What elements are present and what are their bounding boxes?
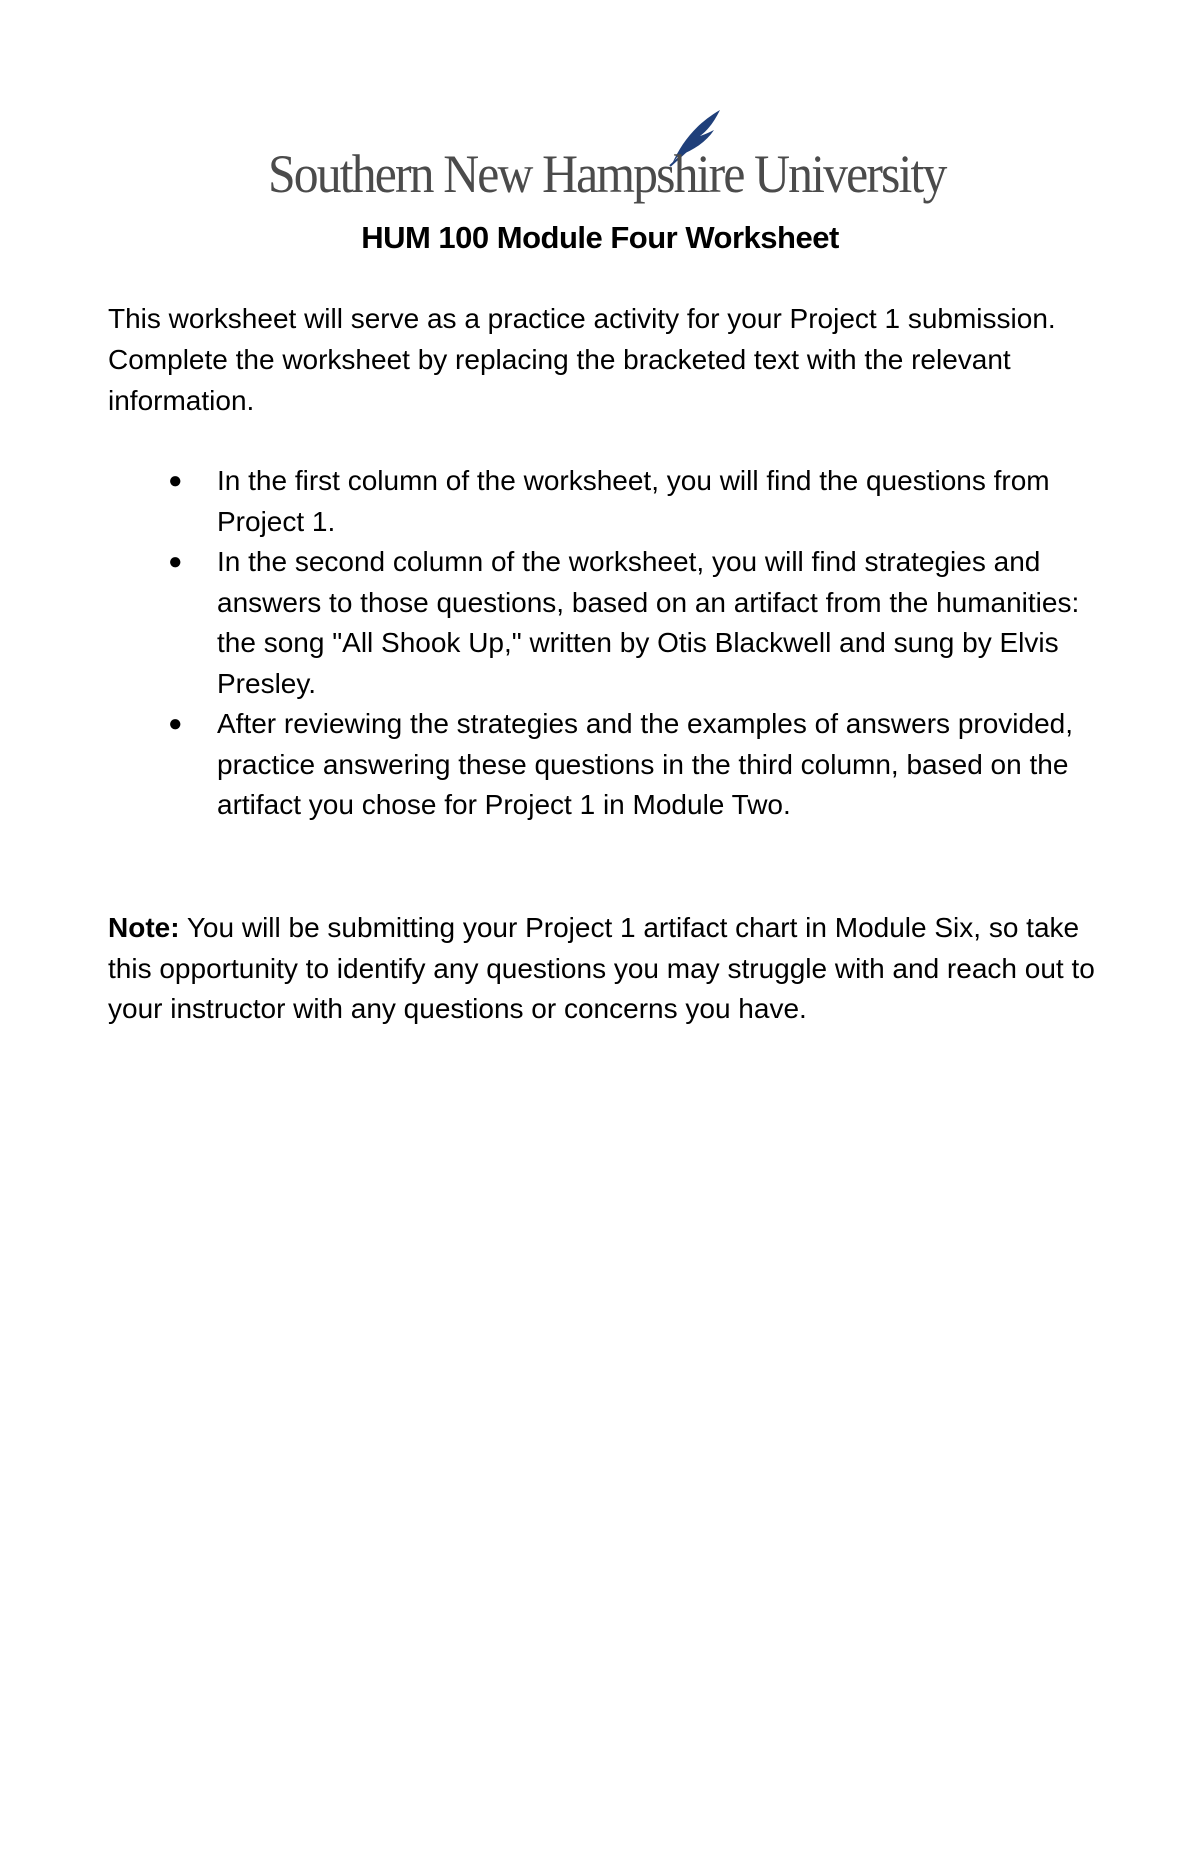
intro-paragraph: This worksheet will serve as a practice activity for your Project 1 submission. Complete the worksheet by replacing the bracketed text with the relevant information. [108, 303, 1056, 416]
bullet-icon: ● [168, 710, 183, 737]
list-item-text: In the second column of the worksheet, you will find strategies and answers to those questions, based on an artifact from the humanities: the song "All Shook Up," written by Otis Blackwell and sung by Elvis Presley. [217, 546, 1080, 699]
list-item [108, 704, 1108, 826]
note-label: Note: [108, 912, 180, 943]
note-paragraph [108, 908, 1108, 1030]
instruction-list [108, 461, 1108, 826]
bullet-icon: ● [168, 467, 183, 494]
logo-wordmark: Southern New Hampshire University [268, 144, 946, 204]
list-item-text: After reviewing the strategies and the examples of answers provided, practice answering these questions in the third column, based on the artifact you chose for Project 1 in Module Two. [217, 708, 1074, 820]
note-text: You will be submitting your Project 1 artifact chart in Module Six, so take this opportunity to identify any questions you may struggle with and reach out to your instructor with any questions or concerns you have. [108, 912, 1095, 1024]
page-title: HUM 100 Module Four Worksheet [361, 220, 839, 255]
list-item [108, 461, 1108, 542]
university-logo [268, 106, 946, 210]
list-item-text: In the first column of the worksheet, you will find the questions from Project 1. [217, 465, 1050, 537]
list-item [108, 542, 1108, 704]
bullet-icon: ● [168, 548, 183, 575]
